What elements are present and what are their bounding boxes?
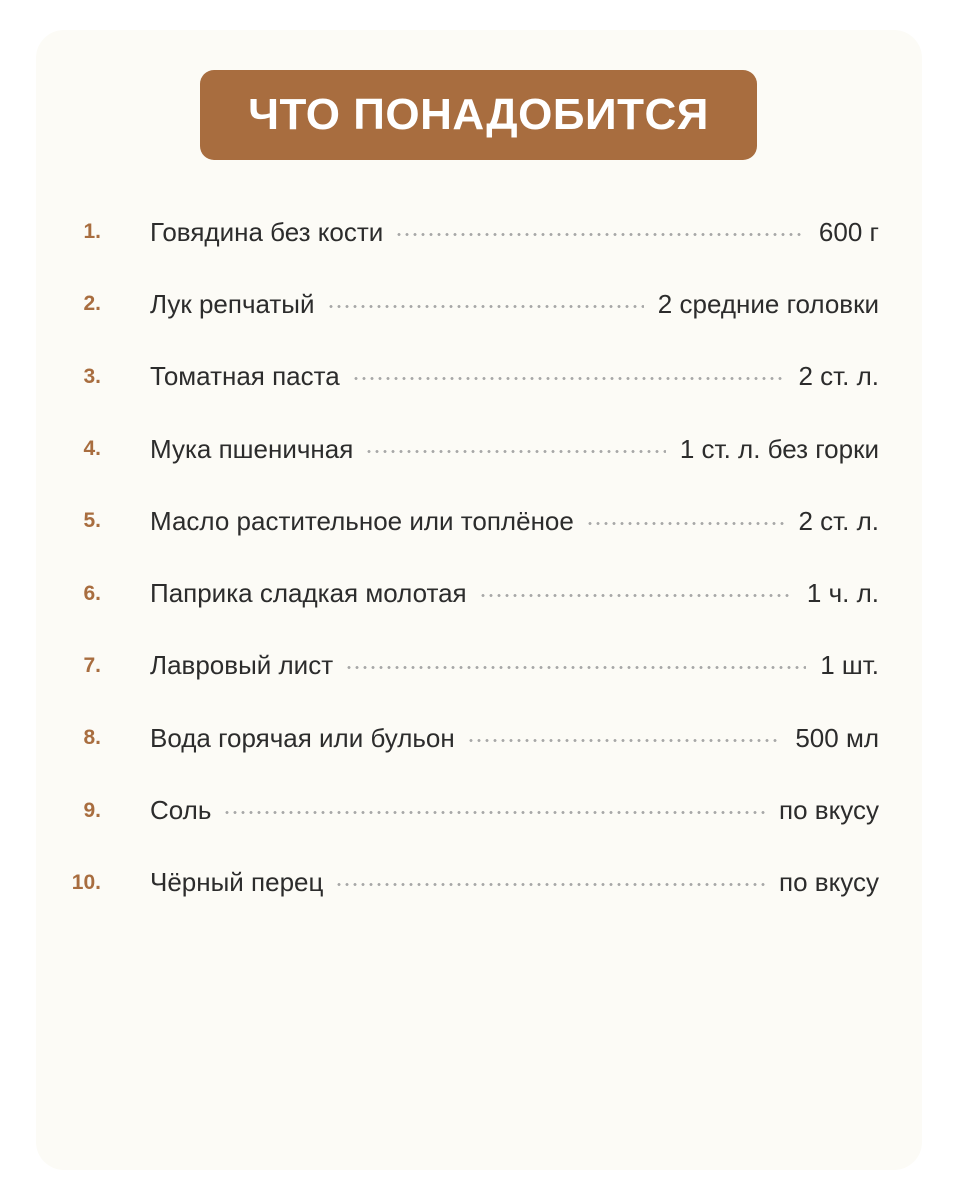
ingredient-name: Лавровый лист <box>150 650 334 681</box>
ingredient-line <box>150 578 879 609</box>
dotted-leader <box>467 739 782 742</box>
ingredient-line <box>150 650 879 681</box>
dotted-leader <box>365 450 666 453</box>
ingredient-line <box>150 723 879 754</box>
ingredient-name: Лук репчатый <box>150 288 315 319</box>
ingredient-quantity: 500 мл <box>795 722 879 753</box>
ingredient-number: 8. <box>83 726 101 750</box>
ingredient-number: 6. <box>83 581 101 605</box>
ingredients-list <box>0 196 958 919</box>
ingredient-name: Соль <box>150 795 212 826</box>
ingredient-line <box>150 506 879 537</box>
ingredient-number: 3. <box>83 364 101 388</box>
ingredient-number: 2. <box>83 292 101 316</box>
ingredient-row <box>0 774 958 846</box>
ingredient-row <box>0 630 958 702</box>
ingredient-line <box>150 217 879 248</box>
dotted-leader <box>395 233 805 236</box>
ingredient-name: Вода горячая или бульон <box>150 722 455 753</box>
page-title: ЧТО ПОНАДОБИТСЯ <box>248 90 709 139</box>
ingredient-name: Чёрный перец <box>150 867 324 898</box>
dotted-leader <box>586 522 785 525</box>
title-banner <box>200 70 757 160</box>
dotted-leader <box>335 883 765 886</box>
ingredient-row <box>0 268 958 340</box>
ingredient-quantity: 2 ст. л. <box>798 505 879 536</box>
dotted-leader <box>479 594 793 597</box>
ingredient-line <box>150 867 879 898</box>
ingredient-row <box>0 702 958 774</box>
ingredient-quantity: 600 г <box>818 216 879 247</box>
dotted-leader <box>352 377 785 380</box>
ingredient-row <box>0 341 958 413</box>
ingredient-row <box>0 413 958 485</box>
ingredient-number: 10. <box>71 870 101 894</box>
dotted-leader <box>345 666 806 669</box>
ingredient-number: 1. <box>83 220 101 244</box>
ingredient-name: Томатная паста <box>150 361 340 392</box>
ingredient-line <box>150 434 879 465</box>
ingredient-row <box>0 485 958 557</box>
ingredient-number: 9. <box>83 798 101 822</box>
ingredient-name: Паприка сладкая молотая <box>150 578 467 609</box>
ingredient-quantity: 1 шт. <box>820 650 879 681</box>
ingredient-quantity: 2 ст. л. <box>798 361 879 392</box>
ingredient-quantity: по вкусу <box>779 867 879 898</box>
ingredient-quantity: 1 ст. л. без горки <box>679 433 879 464</box>
ingredient-line <box>150 795 879 826</box>
ingredient-row <box>0 557 958 629</box>
ingredient-line <box>150 361 879 392</box>
ingredient-quantity: 2 средние головки <box>657 288 879 319</box>
ingredient-number: 7. <box>83 653 101 677</box>
ingredient-quantity: 1 ч. л. <box>806 578 879 609</box>
ingredient-name: Масло растительное или топлёное <box>150 505 574 536</box>
ingredient-line <box>150 289 879 320</box>
dotted-leader <box>327 305 644 308</box>
ingredient-row <box>0 847 958 919</box>
ingredient-number: 5. <box>83 509 101 533</box>
ingredient-name: Говядина без кости <box>150 216 384 247</box>
dotted-leader <box>223 811 765 814</box>
ingredient-quantity: по вкусу <box>779 795 879 826</box>
ingredient-name: Мука пшеничная <box>150 433 354 464</box>
ingredient-row <box>0 196 958 268</box>
ingredient-number: 4. <box>83 437 101 461</box>
